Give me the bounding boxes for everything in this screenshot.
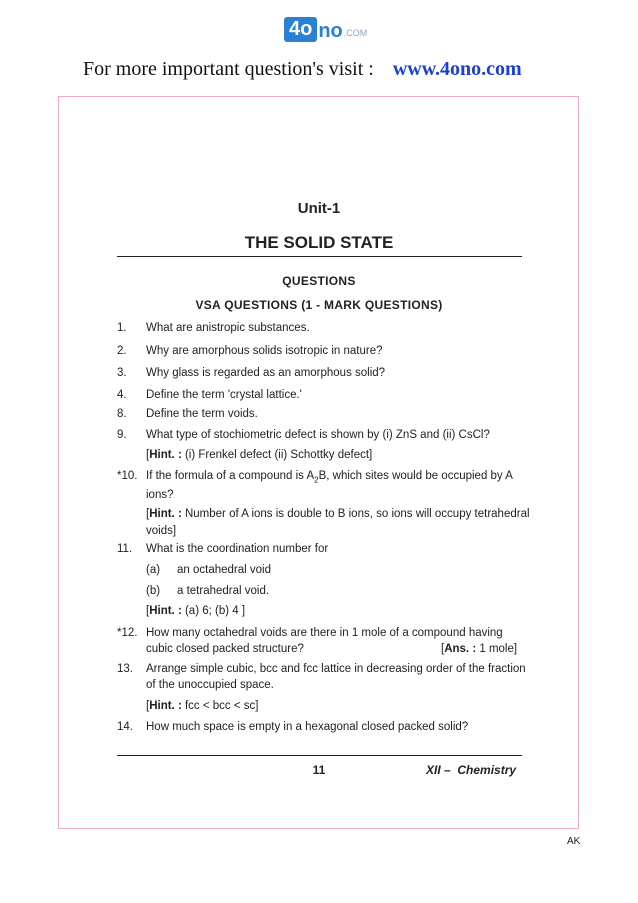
question-text: Arrange simple cubic, bcc and fcc lattice in decreasing order of the fraction <box>146 663 526 675</box>
question-number: 4. <box>117 389 127 401</box>
logo-text: no <box>318 20 343 42</box>
subsection-heading: VSA QUESTIONS (1 - MARK QUESTIONS) <box>195 298 443 312</box>
question-text: If the formula of a compound is $A_2B$, which sites would be occupied by A <box>146 470 513 485</box>
question-text: How many octahedral voids are there in 1 mole of a compound having <box>146 627 503 639</box>
section-heading: QUESTIONS <box>282 274 356 288</box>
hint-13: [Hint. : fcc < bcc < sc] <box>146 700 259 712</box>
hint-text: fcc < bcc < sc] <box>181 700 259 712</box>
corner-mark: AK <box>567 836 581 847</box>
hint-text: (a) 6; (b) 4 ] <box>181 605 246 617</box>
question-text: Define the term 'crystal lattice.' <box>146 389 302 401</box>
question-text: Define the term voids. <box>146 408 258 420</box>
question-number: 8. <box>117 408 127 420</box>
question-12-line2: cubic closed packed structure? <box>146 643 304 655</box>
hint-9: [Hint. : (i) Frenkel defect (ii) Schottky defect] <box>146 449 373 461</box>
question-number: 14. <box>117 721 133 733</box>
website-link[interactable]: www.4ono.com <box>392 58 522 80</box>
question-number: 2. <box>117 345 127 357</box>
visit-banner <box>83 58 522 81</box>
visit-text: For more important question's visit : <box>83 58 374 80</box>
hint-text: (i) Frenkel defect (ii) Schottky defect] <box>181 449 373 461</box>
hint-label: Hint. : <box>149 508 182 520</box>
hint-10-line2: voids] <box>146 525 177 537</box>
question-number: 1. <box>117 322 127 334</box>
hint-label: Hint. : <box>149 700 182 712</box>
question-number: 13. <box>117 663 133 675</box>
question-text: Why are amorphous solids isotropic in nature? <box>146 345 383 357</box>
question-text: How much space is empty in a hexagonal closed packed solid? <box>146 721 469 733</box>
hint-text: Number of A ions is double to B ions, so ions will occupy tetrahedral <box>181 508 530 520</box>
question-text: What are anistropic substances. <box>146 322 310 334</box>
hint-10: [Hint. : Number of A ions is double to B ions, so ions will occupy tetrahedral <box>146 508 530 520</box>
unit-heading: Unit-1 <box>297 200 341 217</box>
logo-suffix: .COM <box>343 28 368 38</box>
question-13-line2: of the unoccupied space. <box>146 679 274 691</box>
logo-mark: 4o <box>284 17 317 42</box>
hint-11: [Hint. : (a) 6; (b) 4 ] <box>146 605 246 617</box>
page-number: 11 <box>312 763 326 777</box>
site-logo <box>284 14 367 42</box>
subscript: 2 <box>314 475 319 485</box>
footer-divider <box>117 755 522 756</box>
hint-label: Hint. : <box>149 605 182 617</box>
footer-subject: XII – Chemistry <box>426 763 517 777</box>
chapter-title: THE SOLID STATE <box>244 233 394 252</box>
option-label: (b) <box>146 585 161 597</box>
hint-label: Hint. : <box>149 449 182 461</box>
answer-text: 1 mole] <box>476 643 518 655</box>
question-number: 9. <box>117 429 127 441</box>
question-text: Why glass is regarded as an amorphous solid? <box>146 367 386 379</box>
answer-12: [Ans. : 1 mole] <box>441 643 518 655</box>
question-number: 3. <box>117 367 127 379</box>
question-10-line2: ions? <box>146 489 174 501</box>
question-number: *10. <box>117 470 138 482</box>
question-number: *12. <box>117 627 138 639</box>
option-text: a tetrahedral void. <box>177 585 270 597</box>
question-text: What is the coordination number for <box>146 543 329 555</box>
option-text: an octahedral void <box>177 564 271 576</box>
question-text: What type of stochiometric defect is shown by (i) ZnS and (ii) CsCl? <box>146 429 490 441</box>
answer-label: Ans. : <box>444 643 477 655</box>
title-divider <box>117 256 522 257</box>
option-label: (a) <box>146 564 161 576</box>
question-number: 11. <box>117 543 133 555</box>
